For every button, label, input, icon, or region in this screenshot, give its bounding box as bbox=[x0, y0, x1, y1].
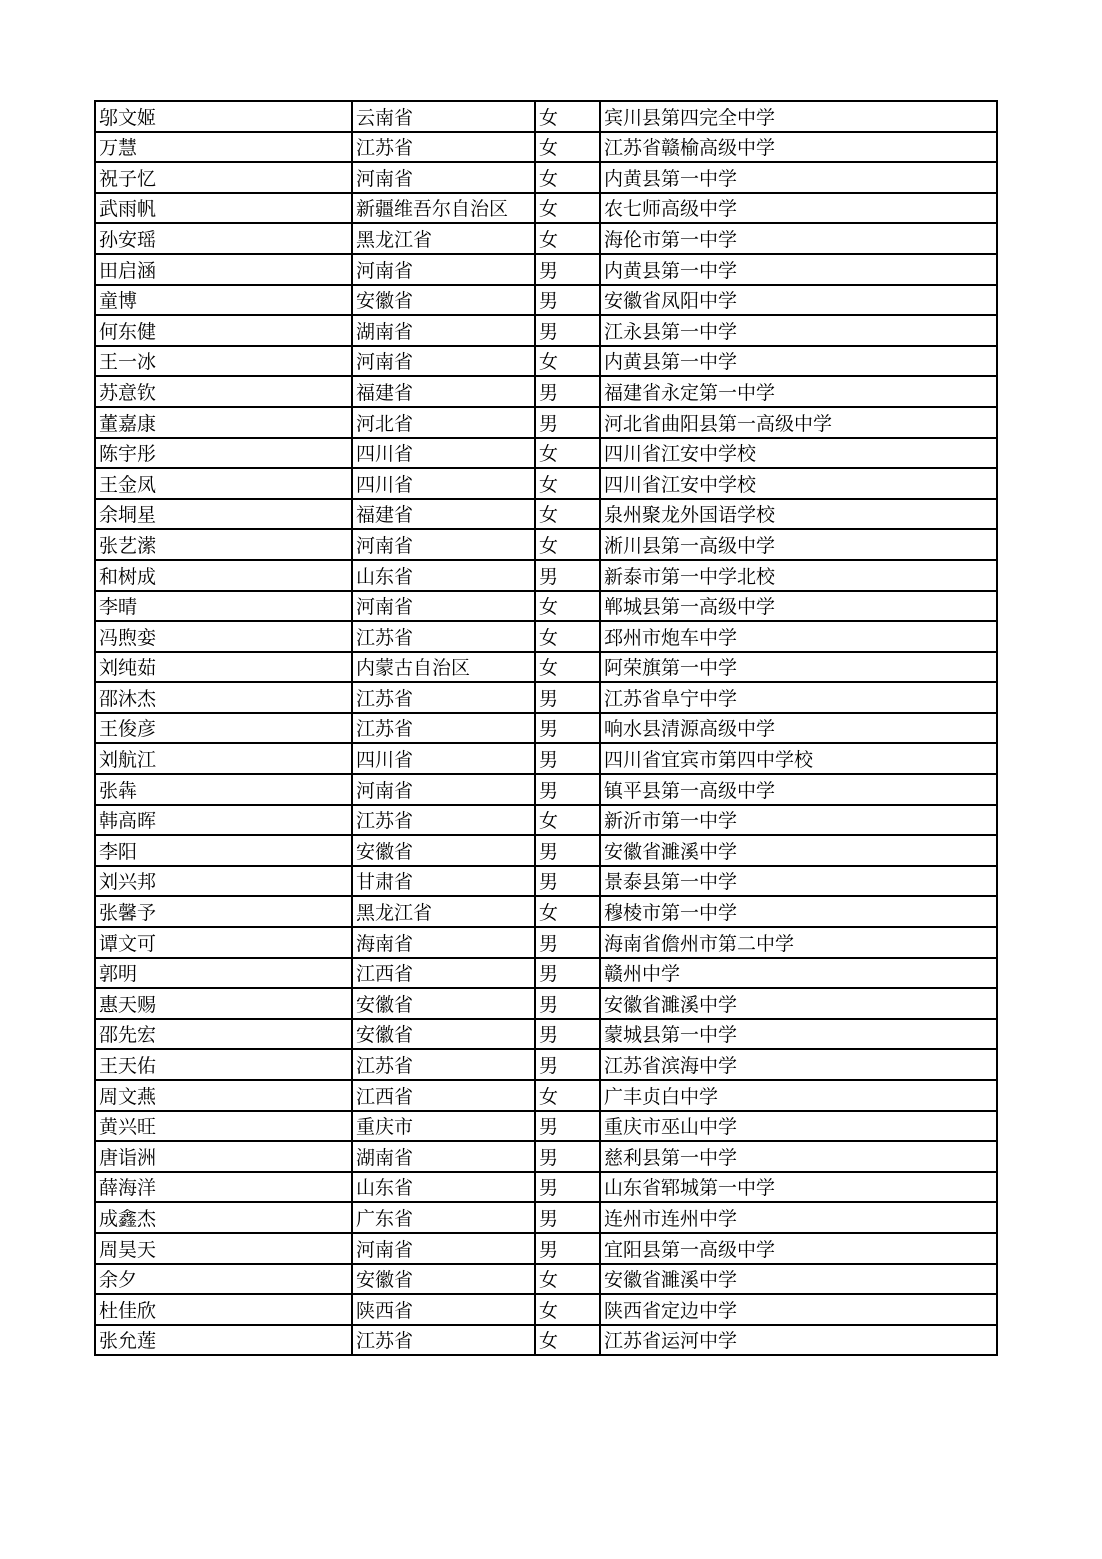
gender-cell: 女 bbox=[535, 193, 600, 224]
gender-cell: 女 bbox=[535, 652, 600, 683]
name-cell: 李阳 bbox=[95, 835, 352, 866]
table-row bbox=[95, 499, 997, 530]
school-cell: 广丰贞白中学 bbox=[600, 1080, 997, 1111]
name-cell: 王天佑 bbox=[95, 1049, 352, 1080]
name-cell: 王俊彦 bbox=[95, 713, 352, 744]
table-row bbox=[95, 254, 997, 285]
name-cell: 张犇 bbox=[95, 774, 352, 805]
school-cell: 福建省永定第一中学 bbox=[600, 376, 997, 407]
province-cell: 河南省 bbox=[352, 529, 535, 560]
table-row bbox=[95, 927, 997, 958]
school-cell: 新沂市第一中学 bbox=[600, 805, 997, 836]
school-cell: 赣州中学 bbox=[600, 958, 997, 989]
school-cell: 郸城县第一高级中学 bbox=[600, 591, 997, 622]
school-cell: 内黄县第一中学 bbox=[600, 162, 997, 193]
table-row bbox=[95, 529, 997, 560]
name-cell: 何东健 bbox=[95, 315, 352, 346]
name-cell: 童博 bbox=[95, 285, 352, 316]
table-row bbox=[95, 560, 997, 591]
gender-cell: 女 bbox=[535, 896, 600, 927]
name-cell: 刘兴邦 bbox=[95, 866, 352, 897]
province-cell: 江苏省 bbox=[352, 805, 535, 836]
province-cell: 四川省 bbox=[352, 438, 535, 469]
name-cell: 薛海洋 bbox=[95, 1172, 352, 1203]
table-row bbox=[95, 132, 997, 163]
province-cell: 黑龙江省 bbox=[352, 896, 535, 927]
name-cell: 孙安瑶 bbox=[95, 223, 352, 254]
name-cell: 张允莲 bbox=[95, 1325, 352, 1356]
school-cell: 河北省曲阳县第一高级中学 bbox=[600, 407, 997, 438]
name-cell: 杜佳欣 bbox=[95, 1294, 352, 1325]
province-cell: 福建省 bbox=[352, 499, 535, 530]
province-cell: 江西省 bbox=[352, 958, 535, 989]
gender-cell: 男 bbox=[535, 560, 600, 591]
school-cell: 江永县第一中学 bbox=[600, 315, 997, 346]
province-cell: 海南省 bbox=[352, 927, 535, 958]
province-cell: 安徽省 bbox=[352, 835, 535, 866]
province-cell: 安徽省 bbox=[352, 1264, 535, 1295]
name-cell: 田启涵 bbox=[95, 254, 352, 285]
school-cell: 陕西省定边中学 bbox=[600, 1294, 997, 1325]
school-cell: 慈利县第一中学 bbox=[600, 1141, 997, 1172]
gender-cell: 男 bbox=[535, 958, 600, 989]
school-cell: 泉州聚龙外国语学校 bbox=[600, 499, 997, 530]
school-cell: 江苏省运河中学 bbox=[600, 1325, 997, 1356]
province-cell: 陕西省 bbox=[352, 1294, 535, 1325]
table-row bbox=[95, 162, 997, 193]
province-cell: 重庆市 bbox=[352, 1111, 535, 1142]
name-cell: 邬文姬 bbox=[95, 101, 352, 132]
province-cell: 江苏省 bbox=[352, 1325, 535, 1356]
school-cell: 响水县清源高级中学 bbox=[600, 713, 997, 744]
gender-cell: 男 bbox=[535, 682, 600, 713]
table-row bbox=[95, 896, 997, 927]
gender-cell: 女 bbox=[535, 499, 600, 530]
province-cell: 黑龙江省 bbox=[352, 223, 535, 254]
province-cell: 河南省 bbox=[352, 591, 535, 622]
name-cell: 唐诣洲 bbox=[95, 1141, 352, 1172]
school-cell: 景泰县第一中学 bbox=[600, 866, 997, 897]
gender-cell: 男 bbox=[535, 743, 600, 774]
gender-cell: 女 bbox=[535, 805, 600, 836]
province-cell: 江苏省 bbox=[352, 621, 535, 652]
table-row bbox=[95, 285, 997, 316]
table-row bbox=[95, 315, 997, 346]
school-cell: 四川省江安中学校 bbox=[600, 438, 997, 469]
province-cell: 山东省 bbox=[352, 560, 535, 591]
school-cell: 宾川县第四完全中学 bbox=[600, 101, 997, 132]
province-cell: 安徽省 bbox=[352, 988, 535, 1019]
school-cell: 山东省郓城第一中学 bbox=[600, 1172, 997, 1203]
name-cell: 董嘉康 bbox=[95, 407, 352, 438]
gender-cell: 男 bbox=[535, 866, 600, 897]
province-cell: 四川省 bbox=[352, 743, 535, 774]
name-cell: 周昊天 bbox=[95, 1233, 352, 1264]
school-cell: 蒙城县第一中学 bbox=[600, 1019, 997, 1050]
table-row bbox=[95, 682, 997, 713]
gender-cell: 男 bbox=[535, 835, 600, 866]
name-cell: 陈宇彤 bbox=[95, 438, 352, 469]
school-cell: 江苏省滨海中学 bbox=[600, 1049, 997, 1080]
school-cell: 重庆市巫山中学 bbox=[600, 1111, 997, 1142]
name-cell: 韩高晖 bbox=[95, 805, 352, 836]
name-cell: 郭明 bbox=[95, 958, 352, 989]
name-cell: 张馨予 bbox=[95, 896, 352, 927]
gender-cell: 男 bbox=[535, 315, 600, 346]
province-cell: 安徽省 bbox=[352, 285, 535, 316]
school-cell: 安徽省凤阳中学 bbox=[600, 285, 997, 316]
school-cell: 新泰市第一中学北校 bbox=[600, 560, 997, 591]
name-cell: 成鑫杰 bbox=[95, 1202, 352, 1233]
province-cell: 安徽省 bbox=[352, 1019, 535, 1050]
province-cell: 湖南省 bbox=[352, 315, 535, 346]
gender-cell: 女 bbox=[535, 346, 600, 377]
table-row bbox=[95, 1264, 997, 1295]
table-row bbox=[95, 866, 997, 897]
name-cell: 祝子忆 bbox=[95, 162, 352, 193]
name-cell: 和树成 bbox=[95, 560, 352, 591]
name-cell: 王一冰 bbox=[95, 346, 352, 377]
name-cell: 谭文可 bbox=[95, 927, 352, 958]
school-cell: 阿荣旗第一中学 bbox=[600, 652, 997, 683]
province-cell: 内蒙古自治区 bbox=[352, 652, 535, 683]
gender-cell: 女 bbox=[535, 1264, 600, 1295]
school-cell: 安徽省濉溪中学 bbox=[600, 988, 997, 1019]
name-cell: 王金凤 bbox=[95, 468, 352, 499]
province-cell: 福建省 bbox=[352, 376, 535, 407]
table-row bbox=[95, 223, 997, 254]
province-cell: 湖南省 bbox=[352, 1141, 535, 1172]
province-cell: 四川省 bbox=[352, 468, 535, 499]
province-cell: 甘肃省 bbox=[352, 866, 535, 897]
gender-cell: 女 bbox=[535, 162, 600, 193]
gender-cell: 男 bbox=[535, 988, 600, 1019]
province-cell: 河南省 bbox=[352, 254, 535, 285]
school-cell: 穆棱市第一中学 bbox=[600, 896, 997, 927]
name-cell: 苏意钦 bbox=[95, 376, 352, 407]
gender-cell: 男 bbox=[535, 927, 600, 958]
gender-cell: 男 bbox=[535, 774, 600, 805]
gender-cell: 男 bbox=[535, 1202, 600, 1233]
gender-cell: 女 bbox=[535, 132, 600, 163]
province-cell: 江苏省 bbox=[352, 132, 535, 163]
gender-cell: 男 bbox=[535, 1019, 600, 1050]
gender-cell: 女 bbox=[535, 591, 600, 622]
province-cell: 山东省 bbox=[352, 1172, 535, 1203]
table-row bbox=[95, 591, 997, 622]
school-cell: 连州市连州中学 bbox=[600, 1202, 997, 1233]
province-cell: 云南省 bbox=[352, 101, 535, 132]
gender-cell: 女 bbox=[535, 101, 600, 132]
province-cell: 广东省 bbox=[352, 1202, 535, 1233]
province-cell: 河南省 bbox=[352, 162, 535, 193]
table-row bbox=[95, 1325, 997, 1356]
table-row bbox=[95, 958, 997, 989]
gender-cell: 女 bbox=[535, 1294, 600, 1325]
name-cell: 刘航江 bbox=[95, 743, 352, 774]
gender-cell: 男 bbox=[535, 1233, 600, 1264]
table-row bbox=[95, 988, 997, 1019]
table-row bbox=[95, 805, 997, 836]
school-cell: 四川省宜宾市第四中学校 bbox=[600, 743, 997, 774]
table-row bbox=[95, 1141, 997, 1172]
gender-cell: 男 bbox=[535, 285, 600, 316]
roster-table-body bbox=[95, 101, 997, 1355]
table-row bbox=[95, 1233, 997, 1264]
table-row bbox=[95, 346, 997, 377]
gender-cell: 男 bbox=[535, 1111, 600, 1142]
gender-cell: 男 bbox=[535, 407, 600, 438]
school-cell: 江苏省阜宁中学 bbox=[600, 682, 997, 713]
gender-cell: 男 bbox=[535, 713, 600, 744]
table-row bbox=[95, 713, 997, 744]
school-cell: 宜阳县第一高级中学 bbox=[600, 1233, 997, 1264]
table-row bbox=[95, 376, 997, 407]
name-cell: 周文燕 bbox=[95, 1080, 352, 1111]
gender-cell: 女 bbox=[535, 1080, 600, 1111]
name-cell: 刘纯茹 bbox=[95, 652, 352, 683]
school-cell: 江苏省赣榆高级中学 bbox=[600, 132, 997, 163]
name-cell: 冯煦娈 bbox=[95, 621, 352, 652]
table-row bbox=[95, 1294, 997, 1325]
school-cell: 农七师高级中学 bbox=[600, 193, 997, 224]
school-cell: 四川省江安中学校 bbox=[600, 468, 997, 499]
school-cell: 安徽省濉溪中学 bbox=[600, 1264, 997, 1295]
name-cell: 万慧 bbox=[95, 132, 352, 163]
gender-cell: 女 bbox=[535, 1325, 600, 1356]
table-row bbox=[95, 835, 997, 866]
province-cell: 河南省 bbox=[352, 346, 535, 377]
school-cell: 内黄县第一中学 bbox=[600, 346, 997, 377]
name-cell: 黄兴旺 bbox=[95, 1111, 352, 1142]
province-cell: 河南省 bbox=[352, 1233, 535, 1264]
province-cell: 新疆维吾尔自治区 bbox=[352, 193, 535, 224]
table-row bbox=[95, 438, 997, 469]
gender-cell: 男 bbox=[535, 1049, 600, 1080]
gender-cell: 男 bbox=[535, 254, 600, 285]
school-cell: 海南省儋州市第二中学 bbox=[600, 927, 997, 958]
table-row bbox=[95, 1019, 997, 1050]
table-row bbox=[95, 468, 997, 499]
name-cell: 余夕 bbox=[95, 1264, 352, 1295]
name-cell: 惠天赐 bbox=[95, 988, 352, 1019]
province-cell: 江西省 bbox=[352, 1080, 535, 1111]
gender-cell: 女 bbox=[535, 438, 600, 469]
school-cell: 海伦市第一中学 bbox=[600, 223, 997, 254]
table-row bbox=[95, 743, 997, 774]
school-cell: 镇平县第一高级中学 bbox=[600, 774, 997, 805]
gender-cell: 女 bbox=[535, 223, 600, 254]
table-row bbox=[95, 1080, 997, 1111]
table-row bbox=[95, 1202, 997, 1233]
table-row bbox=[95, 101, 997, 132]
gender-cell: 女 bbox=[535, 468, 600, 499]
table-row bbox=[95, 193, 997, 224]
roster-table bbox=[94, 100, 998, 1356]
school-cell: 内黄县第一中学 bbox=[600, 254, 997, 285]
table-row bbox=[95, 1172, 997, 1203]
school-cell: 安徽省濉溪中学 bbox=[600, 835, 997, 866]
gender-cell: 女 bbox=[535, 621, 600, 652]
province-cell: 江苏省 bbox=[352, 713, 535, 744]
name-cell: 余垌星 bbox=[95, 499, 352, 530]
gender-cell: 男 bbox=[535, 376, 600, 407]
province-cell: 河南省 bbox=[352, 774, 535, 805]
table-row bbox=[95, 1049, 997, 1080]
province-cell: 江苏省 bbox=[352, 1049, 535, 1080]
province-cell: 河北省 bbox=[352, 407, 535, 438]
gender-cell: 女 bbox=[535, 529, 600, 560]
table-row bbox=[95, 652, 997, 683]
name-cell: 邵先宏 bbox=[95, 1019, 352, 1050]
name-cell: 武雨帆 bbox=[95, 193, 352, 224]
table-row bbox=[95, 407, 997, 438]
name-cell: 邵沐杰 bbox=[95, 682, 352, 713]
school-cell: 淅川县第一高级中学 bbox=[600, 529, 997, 560]
province-cell: 江苏省 bbox=[352, 682, 535, 713]
gender-cell: 男 bbox=[535, 1141, 600, 1172]
table-row bbox=[95, 1111, 997, 1142]
table-row bbox=[95, 621, 997, 652]
name-cell: 张艺潆 bbox=[95, 529, 352, 560]
gender-cell: 男 bbox=[535, 1172, 600, 1203]
table-row bbox=[95, 774, 997, 805]
school-cell: 邳州市炮车中学 bbox=[600, 621, 997, 652]
name-cell: 李晴 bbox=[95, 591, 352, 622]
